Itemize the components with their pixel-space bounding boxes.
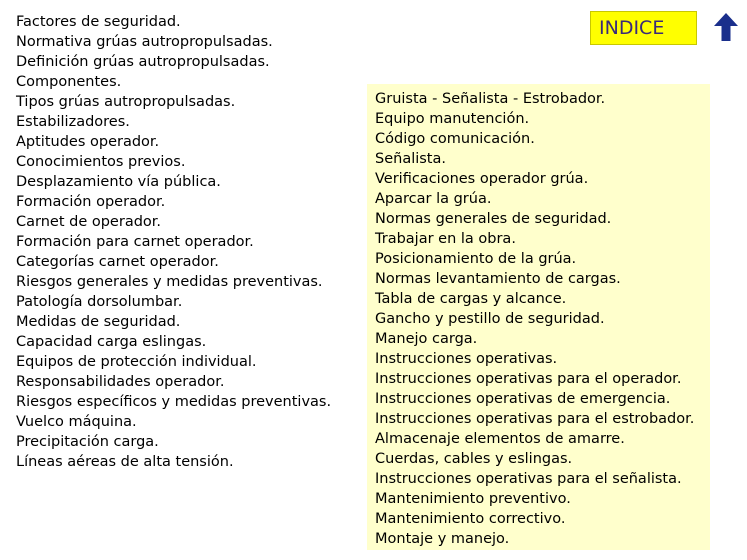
topic-link[interactable]: Componentes. [16,74,122,90]
topic-link[interactable]: Instrucciones operativas. [375,351,558,367]
topic-link[interactable]: Responsabilidades operador. [16,374,225,390]
topic-link[interactable]: Equipo manutención. [375,111,530,127]
topic-link[interactable]: Señalista. [375,151,446,167]
topic-link[interactable]: Definición grúas autropropulsadas. [16,54,270,70]
topic-link[interactable]: Patología dorsolumbar. [16,294,183,310]
up-arrow-icon[interactable] [712,11,740,43]
right-topic-list [375,89,694,549]
topic-link[interactable]: Instrucciones operativas para el estrobador. [375,411,695,427]
topic-link[interactable]: Tipos grúas autropropulsadas. [16,94,236,110]
topic-link[interactable]: Instrucciones operativas de emergencia. [375,391,671,407]
topic-link[interactable]: Conocimientos previos. [16,154,186,170]
topic-link[interactable]: Posicionamiento de la grúa. [375,251,577,267]
topic-link[interactable]: Desplazamiento vía pública. [16,174,221,190]
topic-link[interactable]: Líneas aéreas de alta tensión. [16,454,234,470]
topic-panel [367,84,710,550]
topic-link[interactable]: Código comunicación. [375,131,535,147]
topic-link[interactable]: Almacenaje elementos de amarre. [375,431,625,447]
topic-link[interactable]: Gruista - Señalista - Estrobador. [375,91,606,107]
topic-link[interactable]: Estabilizadores. [16,114,130,130]
topic-link[interactable]: Normas levantamiento de cargas. [375,271,621,287]
topic-link[interactable]: Equipos de protección individual. [16,354,257,370]
topic-link[interactable]: Vuelco máquina. [16,414,137,430]
topic-link[interactable]: Precipitación carga. [16,434,159,450]
index-button[interactable]: INDICE [590,11,697,45]
topic-link[interactable]: Medidas de seguridad. [16,314,181,330]
topic-link[interactable]: Factores de seguridad. [16,14,181,30]
topic-link[interactable]: Capacidad carga eslingas. [16,334,207,350]
topic-link[interactable]: Aparcar la grúa. [375,191,492,207]
topic-link[interactable]: Instrucciones operativas para el señalista. [375,471,682,487]
topic-link[interactable]: Instrucciones operativas para el operador. [375,371,682,387]
topic-link[interactable]: Formación operador. [16,194,166,210]
topic-link[interactable]: Riesgos generales y medidas preventivas. [16,274,323,290]
topic-link[interactable]: Normas generales de seguridad. [375,211,612,227]
topic-link[interactable]: Trabajar en la obra. [375,231,516,247]
topic-link[interactable]: Normativa grúas autropropulsadas. [16,34,273,50]
topic-link[interactable]: Riesgos específicos y medidas preventivas. [16,394,332,410]
topic-link[interactable]: Categorías carnet operador. [16,254,219,270]
topic-link[interactable]: Cuerdas, cables y eslingas. [375,451,573,467]
topic-link[interactable]: Aptitudes operador. [16,134,160,150]
topic-link[interactable]: Mantenimiento correctivo. [375,511,566,527]
topic-link[interactable]: Verificaciones operador grúa. [375,171,589,187]
topic-link[interactable]: Carnet de operador. [16,214,162,230]
topic-link[interactable]: Formación para carnet operador. [16,234,254,250]
topic-link[interactable]: Gancho y pestillo de seguridad. [375,311,605,327]
left-topic-list [16,12,331,472]
topic-link[interactable]: Tabla de cargas y alcance. [375,291,567,307]
topic-link[interactable]: Montaje y manejo. [375,531,510,547]
topic-link[interactable]: Mantenimiento preventivo. [375,491,571,507]
topic-link[interactable]: Manejo carga. [375,331,478,347]
